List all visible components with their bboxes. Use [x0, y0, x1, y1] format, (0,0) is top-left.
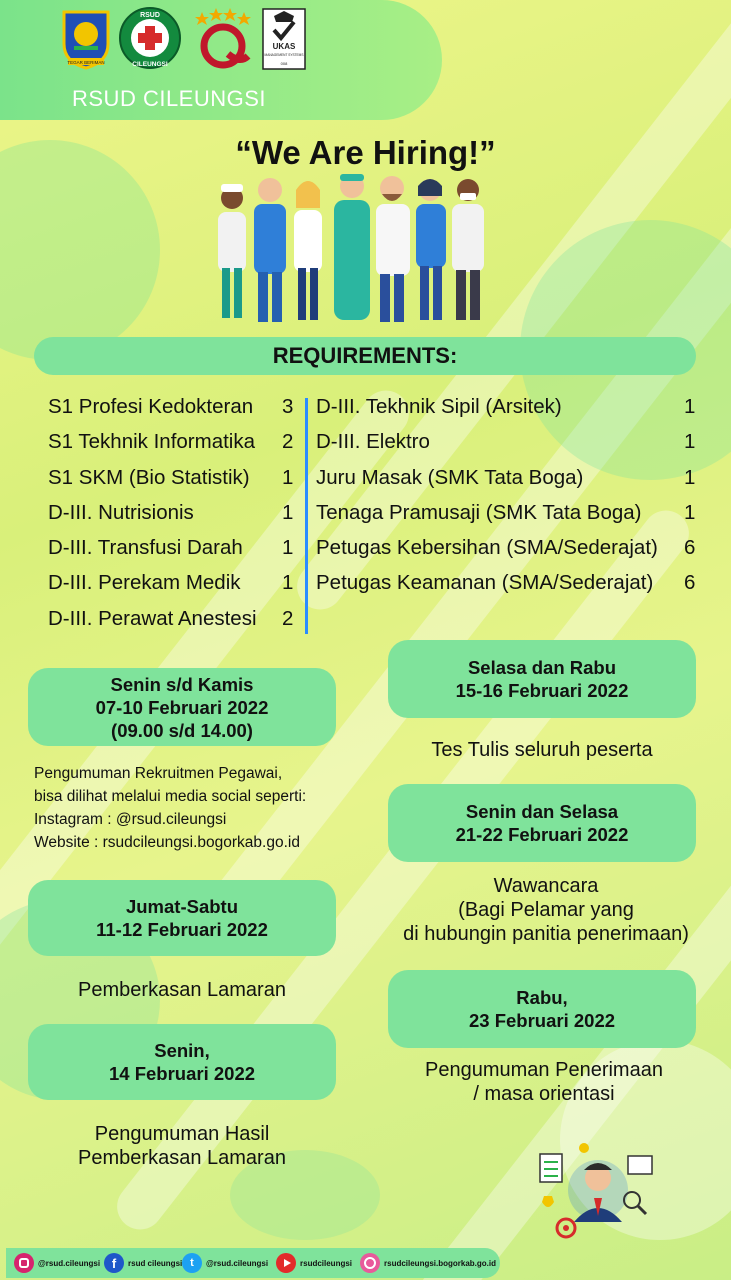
instagram-handle: @rsud.cileungsi [38, 1258, 101, 1268]
staff-figure [334, 174, 370, 320]
schedule-description [380, 1058, 708, 1106]
twitter-icon: t [182, 1253, 202, 1273]
requirement-name: Tenaga Pramusaji (SMK Tata Boga) [316, 500, 642, 524]
schedule-day: Jumat-Sabtu [125, 896, 239, 917]
requirement-name: D-III. Perekam Medik [48, 571, 241, 595]
instagram-icon [14, 1253, 34, 1273]
rsud-cileungsi-logo [118, 6, 182, 70]
schedule-document-result [28, 1024, 336, 1100]
ukas-logo [262, 8, 306, 70]
requirement-item [48, 427, 298, 462]
requirement-item [48, 463, 298, 498]
requirement-count: 3 [282, 395, 294, 418]
schedule-time: (09.00 s/d 14.00) [111, 719, 253, 741]
requirement-name: D-III. Perawat Anestesi [48, 606, 257, 630]
requirement-item [316, 498, 700, 533]
requirement-name: S1 Profesi Kedokteran [48, 395, 254, 418]
requirement-name: D-III. Elektro [316, 430, 430, 454]
schedule-interview [388, 784, 696, 862]
rsud-logo-bottom-text: CILEUNGSI [132, 61, 168, 68]
staff-figure [254, 178, 286, 322]
recruiter-illustration [532, 1142, 664, 1242]
footer-facebook[interactable] [104, 1253, 182, 1273]
info-line: bisa dilihat melalui media social seperti: [34, 788, 307, 805]
staff-figure [376, 176, 410, 322]
schedule-day: Rabu, [516, 987, 568, 1008]
schedule-day: Senin s/d Kamis [110, 673, 254, 695]
requirement-count: 1 [282, 465, 294, 489]
description-line: Pemberkasan Lamaran [78, 1147, 286, 1169]
description-line: Wawancara [493, 875, 599, 897]
ukas-title: UKAS [272, 42, 296, 51]
description-line: Pengumuman Penerimaan [425, 1059, 663, 1081]
requirement-name: Petugas Kebersihan (SMA/Sederajat) [316, 536, 658, 560]
staff-figure [452, 179, 484, 320]
requirements-right-column [316, 392, 700, 604]
schedule-day: Senin, [154, 1040, 210, 1061]
facebook-icon: f [104, 1253, 124, 1273]
requirement-item [316, 533, 700, 568]
requirement-count: 1 [282, 571, 294, 595]
schedule-date: 11-12 Februari 2022 [96, 919, 268, 940]
requirement-count: 1 [684, 395, 696, 418]
medical-staff-illustration [208, 168, 496, 328]
staff-figure [416, 179, 446, 320]
requirement-name: S1 SKM (Bio Statistik) [48, 465, 250, 489]
requirement-count: 2 [282, 430, 294, 454]
rsud-logo-top-text: RSUD [140, 12, 160, 19]
requirement-count: 1 [684, 465, 696, 489]
globe-icon [360, 1253, 380, 1273]
requirement-name: D-III. Nutrisionis [48, 500, 194, 524]
ukas-number: 008 [280, 61, 288, 66]
requirement-name: D-III. Transfusi Darah [48, 536, 243, 560]
requirements-left-column [48, 392, 298, 639]
requirement-item [48, 568, 298, 603]
header-banner [0, 0, 442, 120]
schedule-date: 21-22 Februari 2022 [455, 824, 629, 845]
requirement-name: Petugas Keamanan (SMA/Sederajat) [316, 571, 654, 595]
requirement-count: 1 [684, 430, 696, 454]
requirement-item [48, 392, 298, 427]
requirement-name: D-III. Tekhnik Sipil (Arsitek) [316, 395, 562, 418]
requirement-count: 1 [684, 500, 696, 524]
footer-instagram[interactable] [14, 1253, 100, 1273]
requirement-item [316, 568, 700, 603]
requirement-count: 1 [282, 536, 294, 560]
schedule-document-submission [28, 880, 336, 956]
crest-text: TEGAR BERIMAN [67, 60, 105, 65]
schedule-date: 14 Februari 2022 [108, 1063, 256, 1084]
description-line: (Bagi Pelamar yang [458, 899, 634, 921]
site-name: RSUD CILEUNGSI [72, 86, 267, 111]
headline: “We Are Hiring!” [235, 134, 496, 171]
requirement-count: 6 [684, 571, 696, 595]
schedule-description [376, 874, 716, 946]
twitter-handle: @rsud.cileungsi [206, 1258, 269, 1268]
requirement-count: 2 [282, 606, 294, 630]
requirement-item [48, 498, 298, 533]
footer-twitter[interactable] [182, 1253, 268, 1273]
requirement-name: S1 Tekhnik Informatika [48, 430, 256, 454]
announcement-info [34, 762, 306, 854]
schedule-date: 07-10 Februari 2022 [95, 696, 269, 718]
bogor-crest-logo [60, 8, 112, 70]
footer-website[interactable] [360, 1253, 496, 1273]
info-line: Instagram : @rsud.cileungsi [34, 811, 227, 828]
schedule-day: Selasa dan Rabu [467, 657, 617, 678]
column-divider [305, 398, 308, 634]
footer-youtube[interactable] [276, 1253, 352, 1273]
schedule-description: Tes Tulis seluruh peserta [431, 739, 653, 761]
requirement-item [316, 463, 700, 498]
requirement-item [48, 604, 298, 639]
schedule-description [28, 1122, 336, 1170]
schedule-description: Pemberkasan Lamaran [78, 979, 286, 1001]
staff-figure [218, 184, 246, 318]
requirement-item [316, 427, 700, 462]
description-line: di hubungin panitia penerimaan) [403, 923, 689, 945]
schedule-registration [28, 668, 336, 746]
requirement-name: Juru Masak (SMK Tata Boga) [316, 465, 584, 489]
staff-figure [294, 181, 322, 320]
facebook-handle: rsud cileungsi [128, 1258, 183, 1268]
requirement-count: 6 [684, 536, 696, 560]
schedule-date: 15-16 Februari 2022 [455, 680, 629, 701]
schedule-final-announcement [388, 970, 696, 1048]
info-line: Pengumuman Rekruitmen Pegawai, [34, 765, 283, 782]
schedule-date: 23 Februari 2022 [468, 1010, 616, 1031]
info-line: Website : rsudcileungsi.bogorkab.go.id [34, 834, 300, 851]
website-url: rsudcileungsi.bogorkab.go.id [384, 1258, 497, 1268]
schedule-written-test [388, 640, 696, 718]
description-line: Pengumuman Hasil [94, 1123, 270, 1145]
description-line: / masa orientasi [473, 1083, 615, 1105]
youtube-handle: rsudcileungsi [300, 1258, 353, 1268]
ukas-sub: MANAGEMENT SYSTEMS [264, 53, 304, 57]
requirement-item [48, 533, 298, 568]
schedule-day: Senin dan Selasa [465, 801, 619, 822]
quality-stars-logo [192, 6, 254, 72]
requirements-title: REQUIREMENTS: [34, 337, 696, 375]
requirement-item [316, 392, 700, 427]
requirement-count: 1 [282, 500, 294, 524]
youtube-icon [276, 1253, 296, 1273]
